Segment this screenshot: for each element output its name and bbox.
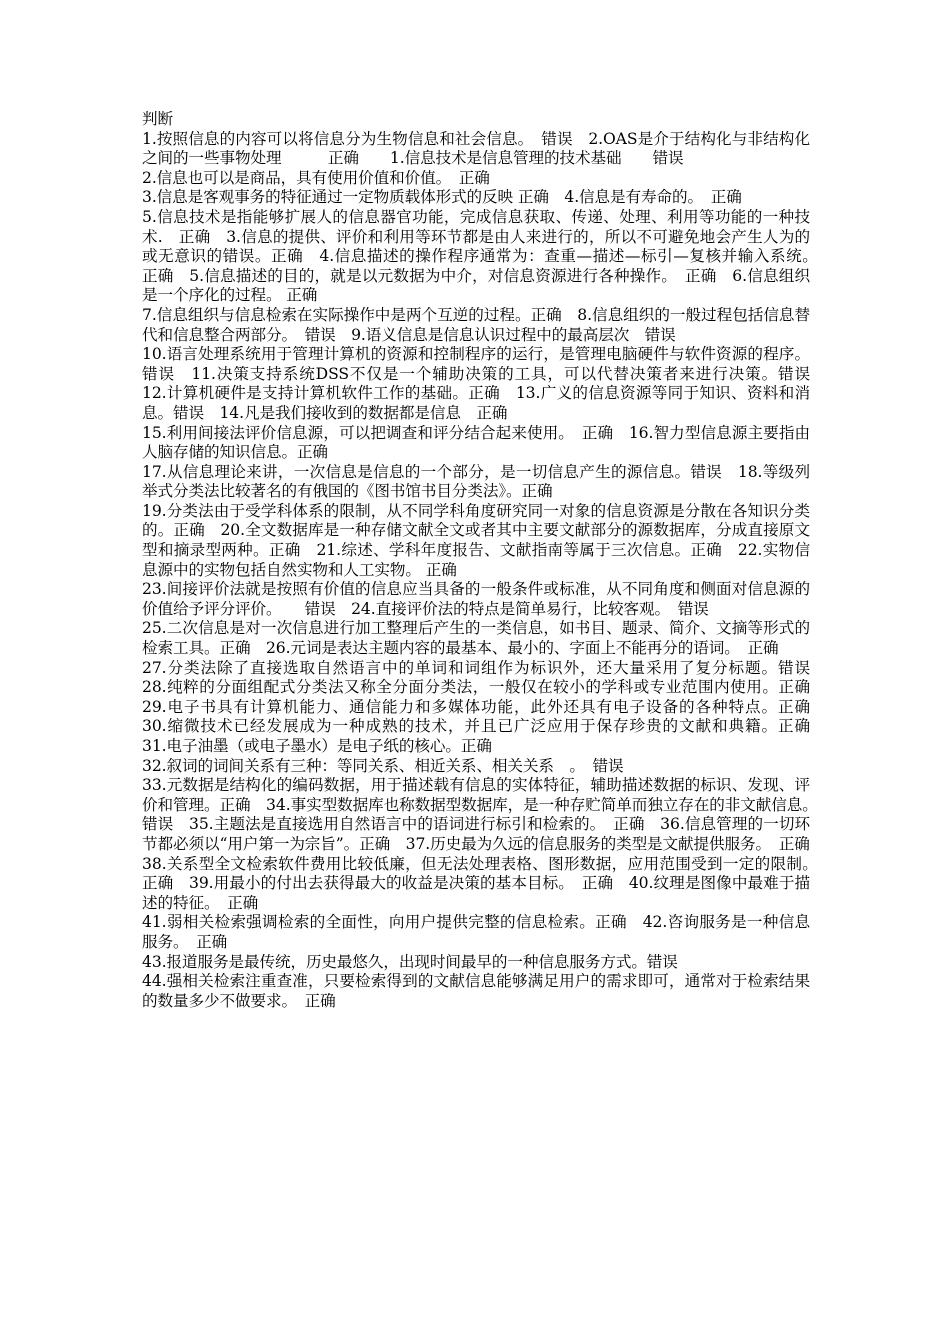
document-body: [142, 110, 841, 1011]
paragraph: 15.利用间接法评价信息源，可以把调查和评分结合起来使用。 正确 16.智力型信息源主要指由人脑存储的知识信息。正确: [142, 423, 810, 462]
paragraph: 38.关系型全文检索软件费用比较低廉，但无法处理表格、图形数据，应用范围受到一定的限制。 正确 39.用最小的付出去获得最大的收益是决策的基本目标。 正确 40.纹理是图像中最难于描述的特征。 正确: [142, 854, 826, 912]
paragraph: 41.弱相关检索强调检索的全面性，向用户提供完整的信息检索。正确 42.咨询服务是一种信息服务。 正确: [142, 913, 810, 951]
paragraph: 7.信息组织与信息检索在实际操作中是两个互逆的过程。正确 8.信息组织的一般过程包括信息替代和信息整合两部分。 错误 9.语义信息是信息认识过程中的最高层次 错误: [142, 305, 810, 344]
paragraph: 25.二次信息是对一次信息进行加工整理后产生的一类信息，如书目、题录、简介、文摘等形式的检索工具。正确 26.元词是表达主题内容的最基本、最小的、字面上不能再分的语词。 正确: [142, 619, 810, 658]
paragraph: 23.间接评价法就是按照有价值的信息应当具备的一般条件或标准，从不同角度和侧面对信息源的价值给予评分评价。 错误 24.直接评价法的特点是简单易行，比较客观。 错误: [142, 580, 810, 618]
paragraph: 10.语言处理系统用于管理计算机的资源和控制程序的运行，是管理电脑硬件与软件资源的程序。错误 11.决策支持系统DSS不仅是一个辅助决策的工具，可以代替决策者来进行决策。错误 12.计算机硬件是支持计算机软件工作的基础。正确 13.广义的信息资源等同于知识、资料和消息。错误 14.凡是我们接收到的数据都是信息 正确: [142, 345, 826, 422]
document-title: 判断: [142, 110, 173, 128]
paragraph: 3.信息是客观事务的特征通过一定物质载体形式的反映 正确 4.信息是有寿命的。 正确: [142, 188, 742, 207]
paragraph: 27.分类法除了直接选取自然语言中的单词和词组作为标识外，还大量采用了复分标题。错误 28.纯粹的分面组配式分类法又称全分面分类法，一般仅在较小的学科或专业范围内使用。正确 29.电子书具有计算机能力、通信能力和多媒体功能，此外还具有电子设备的各种特点。正确 30.缩微技术已经发展成为一种成熟的技术，并且已广泛应用于保存珍贵的文献和典籍。正确 31.电子油墨（或电子墨水）是电子纸的核心。正确: [142, 658, 841, 755]
paragraph: 44.强相关检索注重查准，只要检索得到的文献信息能够满足用户的需求即可，通常对于检索结果的数量多少不做要求。 正确: [142, 972, 810, 1010]
paragraph: 33.元数据是结构化的编码数据，用于描述载有信息的实体特征，辅助描述数据的标识、发现、评价和管理。正确 34.事实型数据库也称数据型数据库，是一种存贮简单而独立存在的非文献信息。 错误 35.主题法是直接选用自然语言中的语词进行标引和检索的。 正确 36.信息管理的一切环节都必须以“用户第一为宗旨”。正确 37.历史最为久远的信息服务的类型是文献提供服务。 正确: [142, 776, 826, 853]
paragraph: 17.从信息理论来讲，一次信息是信息的一个部分，是一切信息产生的源信息。错误 18.等级列举式分类法比较著名的有俄国的《图书馆书目分类法》。正确: [142, 462, 810, 501]
paragraph: 32.叙词的词间关系有三种：等同关系、相近关系、相关关系 。 错误: [142, 756, 624, 775]
paragraph: 5.信息技术是指能够扩展人的信息器官功能，完成信息获取、传递、处理、利用等功能的一种技术. 正确 3.信息的提供、评价和利用等环节都是由人来进行的，所以不可避免地会产生人为的或无意识的错误。正确 4.信息描述的操作程序通常为：查重—描述—标引—复核并输入系统。 正确 5.信息描述的目的，就是以元数据为中介，对信息资源进行各种操作。 正确 6.信息组织是一个序化的过程。 正确: [142, 207, 826, 305]
paragraph: 2.信息也可以是商品，具有使用价值和价值。 正确: [142, 168, 490, 187]
paragraph: 19.分类法由于受学科体系的限制，从不同学科角度研究同一对象的信息资源是分散在各知识分类的。正确 20.全文数据库是一种存储文献全文或者其中主要文献部分的源数据库，分成直接原文型和摘录型两种。正确 21.综述、学科年度报告、文献指南等属于三次信息。正确 22.实物信息源中的实物包括自然实物和人工实物。 正确: [142, 501, 810, 579]
paragraph: 1.按照信息的内容可以将信息分为生物信息和社会信息。 错误 2.OAS是介于结构化与非结构化之间的一些事物处理 正确 1.信息技术是信息管理的技术基础 错误: [142, 129, 810, 168]
paragraph: 43.报道服务是最传统，历史最悠久，出现时间最早的一种信息服务方式。错误: [142, 952, 678, 971]
